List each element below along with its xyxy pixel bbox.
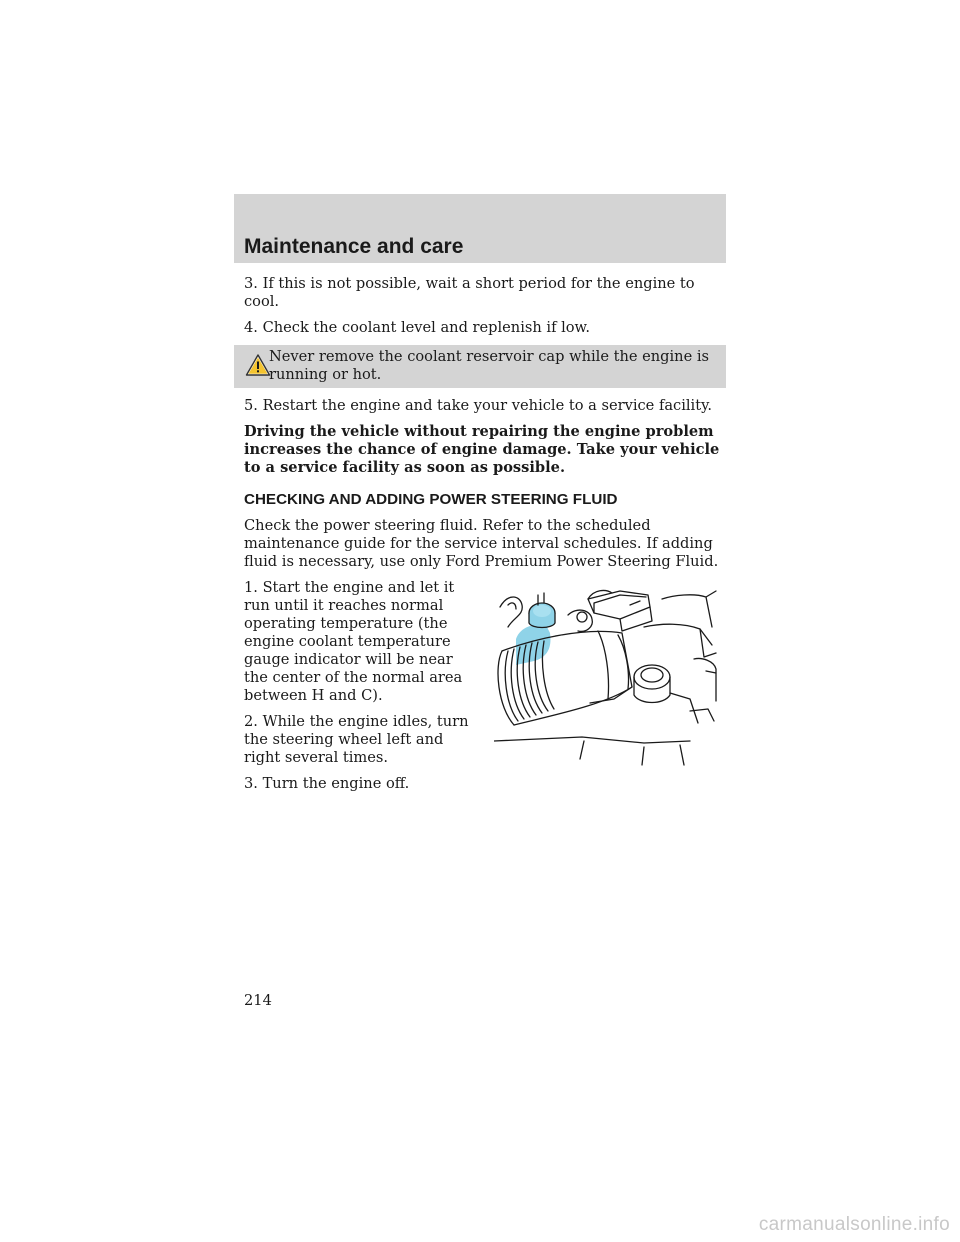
page-content — [244, 275, 724, 792]
ps-step-3: 3. Turn the engine off. — [244, 775, 410, 792]
ps-step-2: 2. While the engine idles, turn the steering wheel left and right several times. — [244, 713, 469, 766]
warning-box — [234, 345, 726, 388]
step-4-coolant: 4. Check the coolant level and replenish if low. — [244, 319, 590, 336]
watermark: carmanualsonline.info — [758, 1214, 950, 1235]
power-steering-reservoir-illustration — [494, 587, 726, 767]
section-intro: Check the power steering fluid. Refer to the scheduled maintenance guide for the service interval schedules. If adding fluid is necessary, use only Ford Premium Power Steering Fluid. — [244, 517, 719, 570]
ps-step-1: 1. Start the engine and let it run until it reaches normal operating temperature (the engine coolant temperature gauge indicator will be near the center of the normal area between H and C). — [244, 579, 463, 704]
section-title: Maintenance and care — [244, 235, 464, 258]
step-5-restart: 5. Restart the engine and take your vehicle to a service facility. — [244, 397, 713, 414]
bold-caution-note: Driving the vehicle without repairing the engine problem increases the chance of engine damage. Take your vehicle to a service facility as soon as possible. — [244, 423, 720, 476]
step-3-cool: 3. If this is not possible, wait a short period for the engine to cool. — [244, 275, 695, 310]
page-number: 214 — [244, 992, 272, 1009]
warning-text: Never remove the coolant reservoir cap while the engine is running or hot. — [269, 348, 710, 383]
section-heading: CHECKING AND ADDING POWER STEERING FLUID — [244, 491, 618, 508]
warning-triangle-icon — [245, 353, 271, 377]
steps-column — [244, 579, 476, 801]
section-header-band — [234, 194, 726, 263]
steps-with-figure — [244, 579, 724, 792]
